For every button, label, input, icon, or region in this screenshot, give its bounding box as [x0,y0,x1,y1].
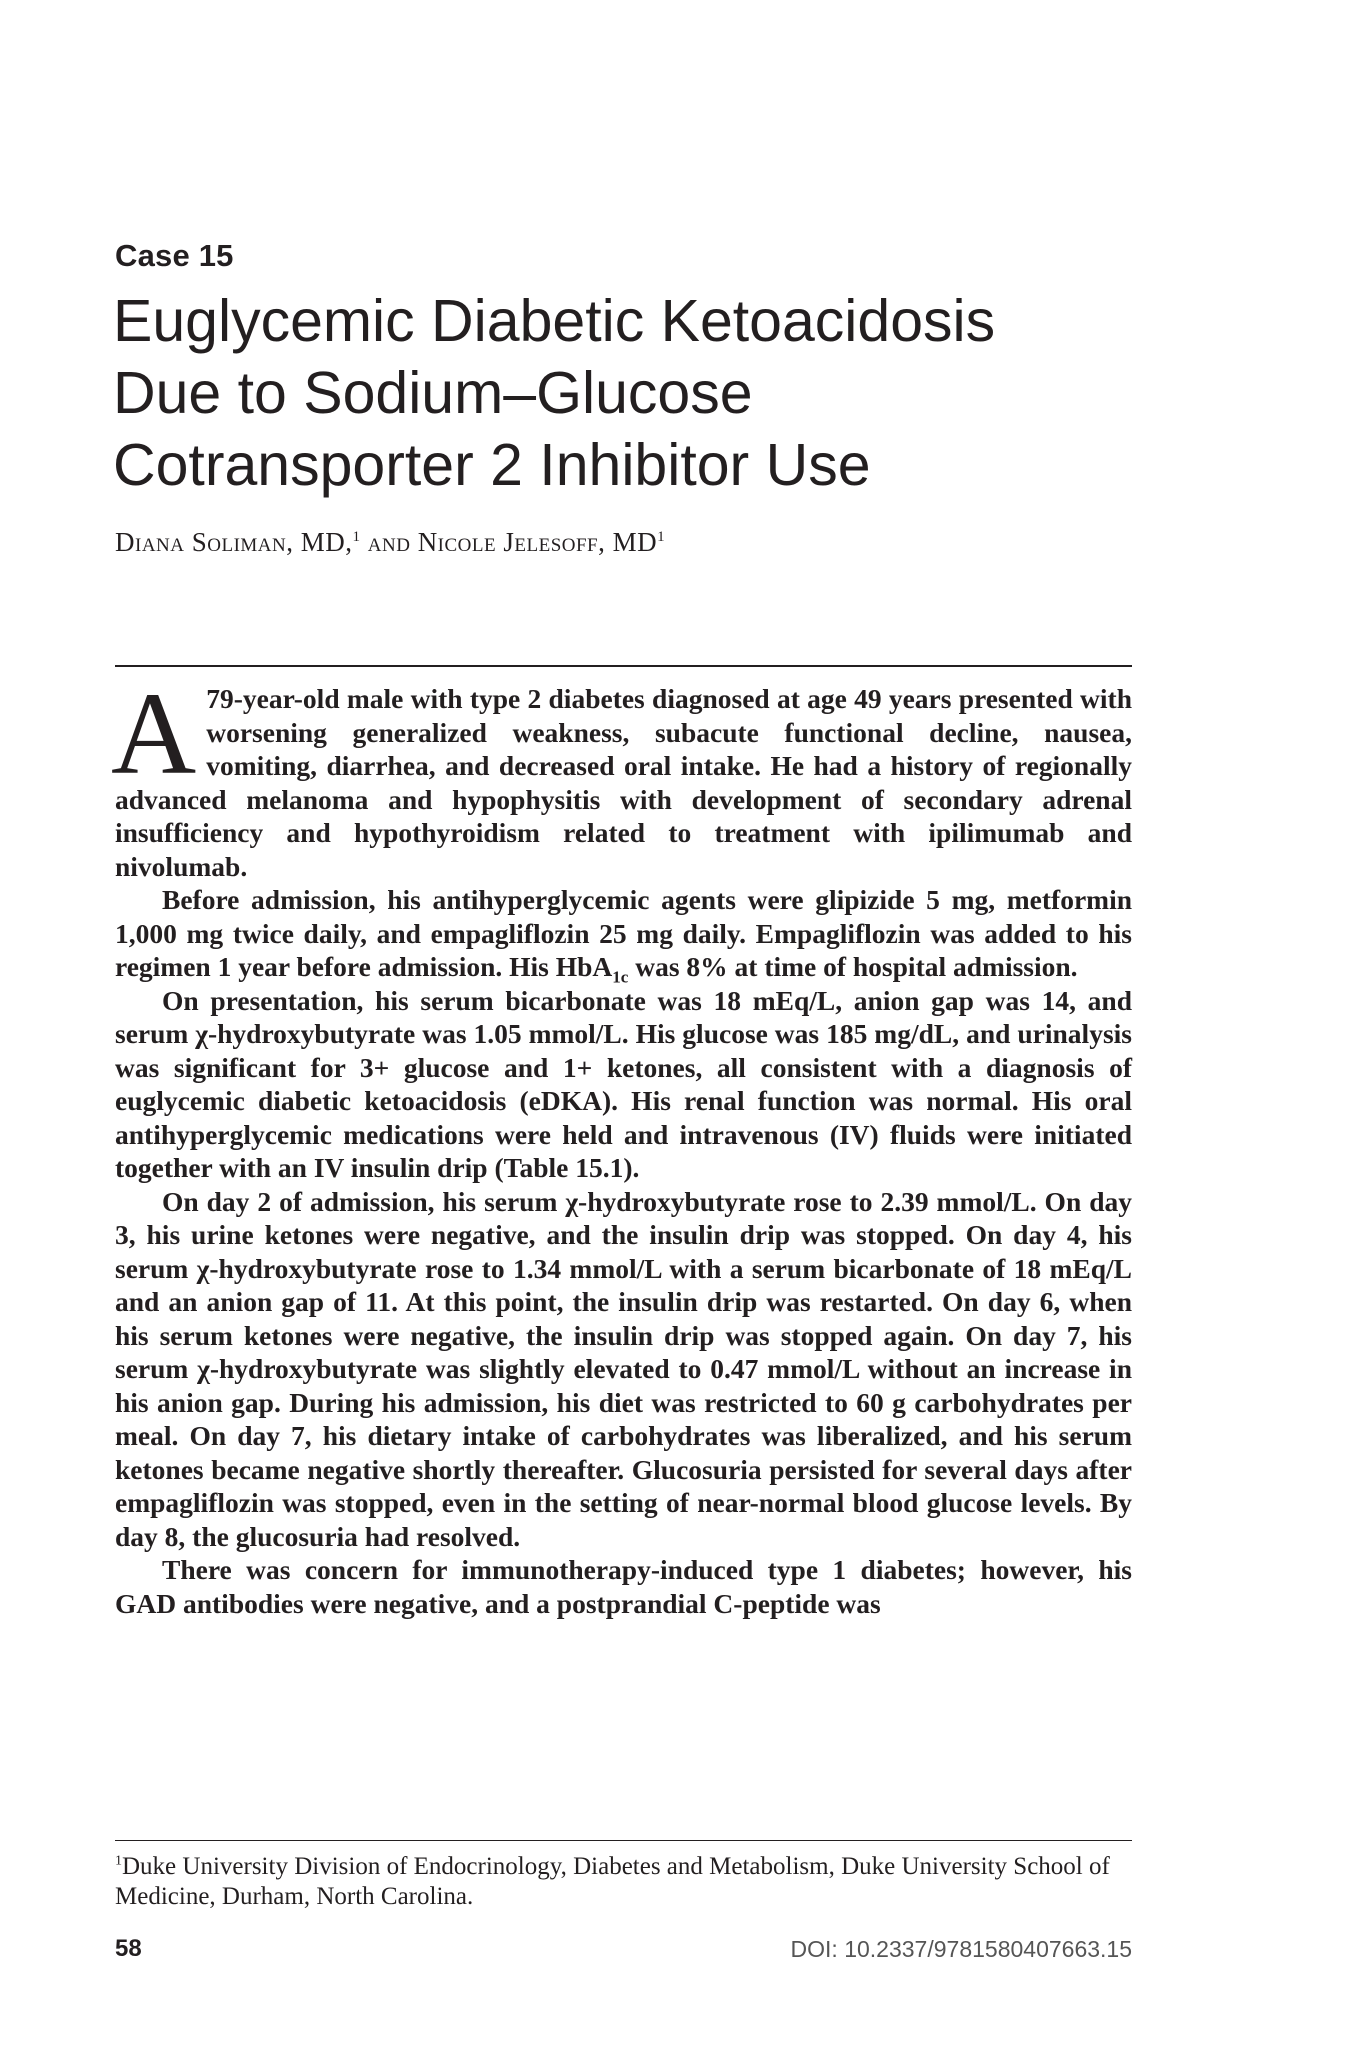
author-list [115,527,665,558]
paragraph-text: was 8% at time of hospital admission. [628,951,1078,982]
paragraph-text: Before admission, his antihyperglycemic agents were glipizide 5 mg, metformin 1,000 mg twice daily, and empagliflozin 25 mg daily. Empagliflozin was added to his regimen 1 year before admission. His HbA [115,884,1132,982]
article-title [113,285,1113,501]
title-line: Due to Sodium–Glucose [113,360,753,426]
paragraph: On day 2 of admission, his serum χ-hydroxybutyrate rose to 2.39 mmol/L. On day 3, his urine ketones were negative, and the insulin drip was stopped. On day 4, his serum χ-hydroxybutyrate rose to 1.34 mmol/L with a serum bicarbonate of 18 mEq/L and an anion gap of 11. At this point, the insulin drip was restarted. On day 6, when his serum ketones were negative, the insulin drip was stopped again. On day 7, his serum χ-hydroxybutyrate was slightly elevated to 0.47 mmol/L without an increase in his anion gap. During his admission, his diet was restricted to 60 g carbohydrates per meal. On day 7, his dietary intake of carbohydrates was liberalized, and his serum ketones became negative shortly thereafter. Glucosuria persisted for several days after empagliflozin was stopped, even in the setting of near-normal blood glucose levels. By day 8, the glucosuria had resolved. [115,1185,1132,1552]
case-label: Case 15 [115,238,234,273]
section-divider [115,665,1132,667]
author-name: Nicole Jelesoff, MD [417,527,658,557]
footnote-divider [115,1840,1132,1841]
title-line: Cotransporter 2 Inhibitor Use [113,432,871,498]
subscript: 1c [612,967,629,987]
title-line: Euglycemic Diabetic Ketoacidosis [113,288,996,354]
footnote-marker: 1 [115,1853,122,1869]
paragraph-text: 79-year-old male with type 2 diabetes diagnosed at age 49 years presented with worsening generalized weakness, subacute functional decline, nausea, vomiting, diarrhea, and decreased oral intake. He had a history of regionally advanced melanoma and hypophysitis with development of secondary adrenal insufficiency and hypothyroidism related to treatment with ipilimumab and nivolumab. [115,683,1132,882]
paragraph: There was concern for immunotherapy-induced type 1 diabetes; however, his GAD antibodies were negative, and a postprandial C-peptide was [115,1554,1132,1619]
author-joiner: and [360,527,418,557]
affiliation-marker: 1 [352,529,361,545]
paragraph [111,668,1132,883]
paragraph: On presentation, his serum bicarbonate was 18 mEq/L, anion gap was 14, and serum χ-hydroxybutyrate was 1.05 mmol/L. His glucose was 185 mg/dL, and urinalysis was significant for 3+ glucose and 1+ ketones, all consistent with a diagnosis of euglycemic diabetic ketoacidosis (eDKA). His renal function was normal. His oral antihyperglycemic medications were held and intravenous (IV) fluids were initiated together with an IV insulin drip (Table 15.1). [115,984,1132,1183]
doi: DOI: 10.2337/9781580407663.15 [790,1936,1132,1962]
author-name: Diana Soliman, MD, [115,527,353,557]
paragraph [115,883,1132,987]
footnote [115,1852,1132,1912]
page-number: 58 [115,1935,142,1962]
affiliation-marker: 1 [657,529,666,545]
footnote-text: Duke University Division of Endocrinology, Diabetes and Metabolism, Duke University School of Medicine, Durham, North Carolina. [115,1853,1110,1910]
drop-cap: A [111,668,197,799]
article-body [111,668,1132,1620]
